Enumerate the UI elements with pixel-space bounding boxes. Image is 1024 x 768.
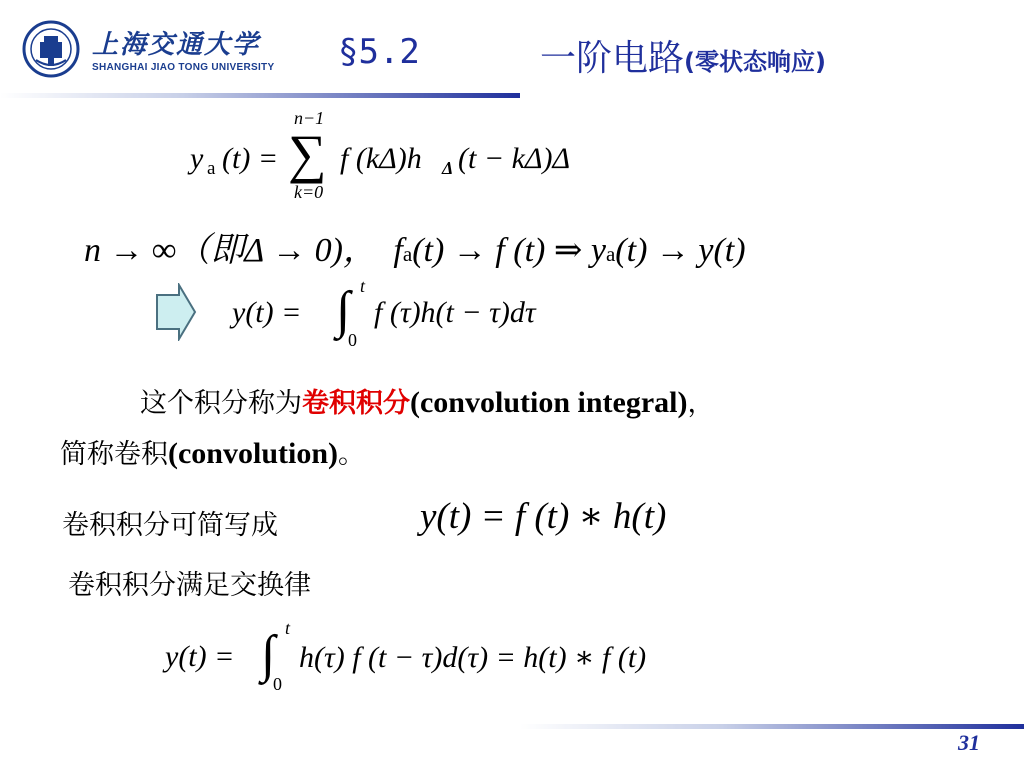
eq1-sum-lower: k=0 — [294, 182, 324, 202]
para-intro: 这个积分称为 — [140, 388, 302, 419]
slide-title-sub: (零状态响应) — [684, 48, 826, 76]
university-name-en: SHANGHAI JIAO TONG UNIVERSITY — [92, 62, 275, 73]
para-line2-cn: 简称卷积 — [60, 439, 168, 470]
header-divider — [0, 93, 520, 98]
equation-short-form: y(t) = f (t) ∗ h(t) — [420, 496, 667, 537]
university-name-cn: 上海交通大学 — [92, 30, 261, 60]
university-logo — [22, 20, 275, 84]
eq3-lower: 0 — [348, 330, 357, 350]
para-line2-en: (convolution) — [168, 437, 339, 470]
label-short-form: 卷积积分可简写成 — [62, 510, 278, 541]
eq1-rhs-sub: Δ — [442, 158, 454, 178]
eq1-sum-upper: n−1 — [294, 108, 325, 128]
eq2-tail2: (t) → y(t) — [615, 232, 746, 269]
footer-divider — [520, 724, 1024, 729]
page-number: 31 — [958, 730, 980, 755]
term-en: (convolution integral) — [410, 386, 688, 419]
eq3-lhs: y(t) = — [232, 296, 302, 329]
eq5-upper: t — [285, 618, 291, 638]
equation-summation — [190, 108, 610, 203]
eq2-body: f — [393, 232, 403, 269]
slide-title — [540, 30, 826, 81]
equation-commutative — [165, 618, 765, 693]
eq3-integrand: f (τ)h(t − τ)dτ — [374, 296, 536, 329]
eq2-tail: (t) → f (t) ⇒ y — [412, 232, 606, 269]
section-number: §5.2 — [338, 32, 420, 72]
equation-convolution-integral — [232, 276, 612, 351]
para-line2-end: 。 — [338, 439, 366, 470]
equation-limit — [84, 222, 746, 271]
eq2-limit: n → ∞（即Δ → 0)， — [84, 232, 377, 269]
label-commutative: 卷积积分满足交换律 — [68, 570, 311, 601]
eq3-upper: t — [360, 276, 366, 296]
university-emblem-icon — [22, 20, 80, 78]
para-comma: ， — [687, 388, 715, 419]
integral-sign: ∫ — [261, 626, 276, 683]
slide-title-main: 一阶电路 — [540, 38, 685, 79]
right-arrow-icon — [155, 283, 197, 341]
eq1-lhs-y: y — [190, 142, 204, 175]
definition-paragraph — [60, 378, 960, 480]
paragraph-line-2 — [60, 429, 960, 480]
eq2-sub: a — [402, 242, 413, 266]
summation-sign: ∑ — [288, 124, 327, 184]
eq1-rhs-tail: (t − kΔ)Δ — [458, 142, 571, 175]
eq1-rhs: f (kΔ)h — [340, 142, 422, 175]
integral-sign: ∫ — [336, 282, 351, 339]
paragraph-line-1 — [60, 378, 960, 429]
eq1-lhs-sub: a — [207, 158, 216, 179]
eq5-lhs: y(t) = — [165, 640, 235, 673]
eq1-lhs-arg: (t) = — [222, 142, 279, 175]
term-convolution-integral: 卷积积分 — [302, 388, 410, 419]
eq5-integrand: h(τ) f (t − τ)d(τ) = h(t) ∗ f (t) — [299, 641, 647, 674]
eq2-sub2: a — [605, 242, 616, 266]
eq5-lower: 0 — [273, 674, 282, 694]
